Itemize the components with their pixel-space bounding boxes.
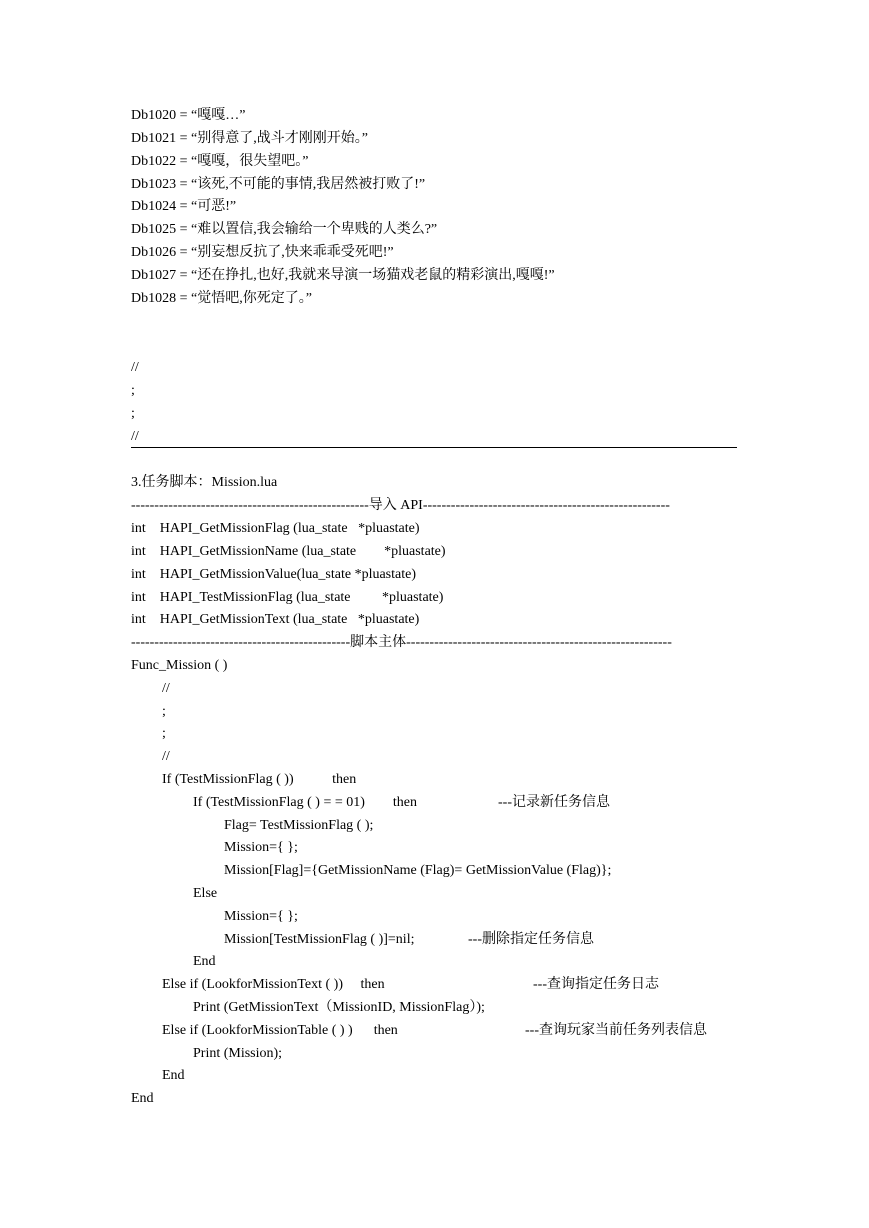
- dialogue-line: Db1023 = “该死,不可能的事情,我居然被打败了!”: [131, 177, 426, 192]
- code-line: End: [193, 954, 216, 969]
- dialogue-line: Db1026 = “别妄想反抗了,快来乖乖受死吧!”: [131, 245, 394, 260]
- api-line: int HAPI_TestMissionFlag (lua_state *pluastate): [131, 590, 444, 605]
- comment-line: //: [131, 429, 139, 444]
- code-line: If (TestMissionFlag ( ) = = 01) then: [193, 795, 418, 810]
- comment-line: ;: [131, 406, 135, 421]
- code-line: ;: [162, 726, 166, 741]
- code-line: Else if (LookforMissionText ( )) then: [162, 977, 385, 992]
- code-line: Mission={ };: [224, 909, 298, 924]
- code-line: End: [162, 1068, 185, 1083]
- code-line: Print (Mission);: [193, 1046, 283, 1061]
- dialogue-line: Db1024 = “可恶!”: [131, 199, 237, 214]
- script-body-header: -----------------------------------------------脚本主体---------------------------------------------------------: [131, 635, 672, 650]
- code-line: Flag= TestMissionFlag ( );: [224, 818, 374, 833]
- dialogue-line: Db1021 = “别得意了,战斗才刚刚开始。”: [131, 131, 368, 146]
- code-line: Mission[TestMissionFlag ( )]=nil;: [224, 932, 415, 947]
- comment-line: //: [131, 360, 139, 375]
- code-line: //: [162, 749, 170, 764]
- code-comment: ---记录新任务信息: [498, 795, 610, 810]
- code-line: Func_Mission ( ): [131, 658, 228, 673]
- code-comment: ---查询指定任务日志: [533, 977, 659, 992]
- code-line: Else if (LookforMissionTable ( ) ) then: [162, 1023, 398, 1038]
- dialogue-line: Db1022 = “嘎嘎，很失望吧。”: [131, 154, 309, 169]
- section-title: 3.任务脚本：Mission.lua: [131, 475, 278, 490]
- api-line: int HAPI_GetMissionText (lua_state *pluastate): [131, 612, 420, 627]
- code-line: If (TestMissionFlag ( )) then: [162, 772, 357, 787]
- code-line: End: [131, 1091, 154, 1106]
- api-line: int HAPI_GetMissionFlag (lua_state *pluastate): [131, 521, 420, 536]
- horizontal-rule: [131, 447, 737, 448]
- dialogue-line: Db1027 = “还在挣扎,也好,我就来导演一场猫戏老鼠的精彩演出,嘎嘎!”: [131, 268, 555, 283]
- api-header: ---------------------------------------------------导入 API-----------------------------------------------------: [131, 498, 670, 513]
- api-line: int HAPI_GetMissionName (lua_state *pluastate): [131, 544, 446, 559]
- code-comment: ---删除指定任务信息: [468, 932, 594, 947]
- code-comment: ---查询玩家当前任务列表信息: [525, 1023, 707, 1038]
- comment-line: ;: [131, 383, 135, 398]
- api-line: int HAPI_GetMissionValue(lua_state *pluastate): [131, 567, 417, 582]
- code-line: Mission={ };: [224, 840, 298, 855]
- dialogue-line: Db1025 = “难以置信,我会输给一个卑贱的人类么?”: [131, 222, 438, 237]
- code-line: Mission[Flag]={GetMissionName (Flag)= GetMissionValue (Flag)};: [224, 863, 612, 878]
- code-line: ;: [162, 704, 166, 719]
- code-line: //: [162, 681, 170, 696]
- code-line: Else: [193, 886, 218, 901]
- code-line: Print (GetMissionText（MissionID, MissionFlag）);: [193, 1000, 485, 1015]
- dialogue-line: Db1028 = “觉悟吧,你死定了。”: [131, 291, 312, 306]
- dialogue-line: Db1020 = “嘎嘎…”: [131, 108, 246, 123]
